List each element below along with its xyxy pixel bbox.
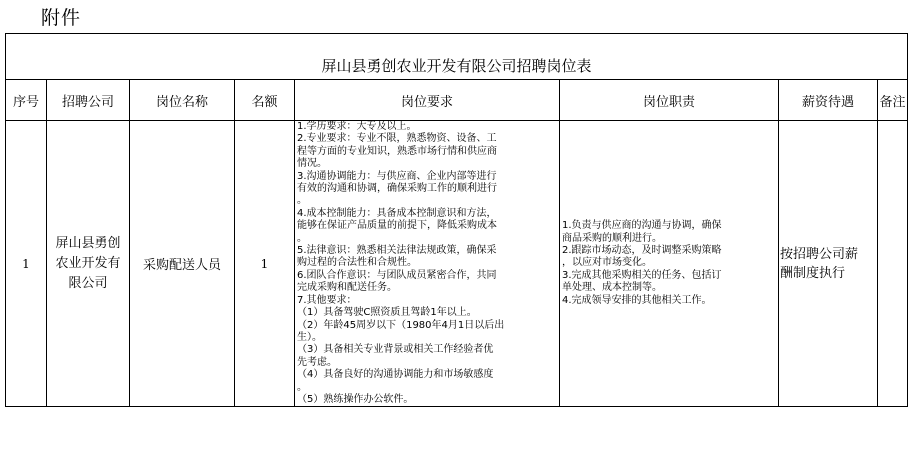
row-requirements bbox=[295, 121, 560, 407]
header-remark: 备注 bbox=[878, 80, 908, 121]
row-duties bbox=[560, 121, 779, 407]
header-salary: 薪资待遇 bbox=[779, 80, 878, 121]
requirement-line: 3.沟通协调能力：与供应商、企业内部等进行 bbox=[297, 170, 497, 182]
duty-line: 2.跟踪市场动态，及时调整采购策略 bbox=[562, 245, 722, 257]
duty-line: 单处理、成本控制等。 bbox=[562, 282, 662, 294]
requirement-line: 生）。 bbox=[297, 331, 322, 343]
requirement-line: （2）年龄45周岁以下（1980年4月1日以后出 bbox=[297, 319, 505, 331]
header-duties: 岗位职责 bbox=[560, 80, 779, 121]
header-position: 岗位名称 bbox=[130, 80, 235, 121]
requirement-line: 。 bbox=[297, 195, 307, 207]
duty-line: 1.负责与供应商的沟通与协调，确保 bbox=[562, 220, 722, 232]
duty-line: ，以应对市场变化。 bbox=[562, 257, 652, 269]
header-index: 序号 bbox=[6, 80, 47, 121]
header-requirements: 岗位要求 bbox=[295, 80, 560, 121]
requirement-line: 4.成本控制能力：具备成本控制意识和方法， bbox=[297, 207, 497, 219]
requirement-line: 2.专业要求：专业不限，熟悉物资、设备、工 bbox=[297, 133, 497, 145]
requirement-line: 完成采购和配送任务。 bbox=[297, 282, 397, 294]
requirement-line: 能够在保证产品质量的前提下，降低采购成本 bbox=[297, 220, 497, 232]
duty-line: 商品采购的顺利进行。 bbox=[562, 232, 662, 244]
requirement-line: 。 bbox=[297, 232, 307, 244]
requirement-line: （5）熟练操作办公软件。 bbox=[297, 393, 414, 405]
table-title: 屏山县勇创农业开发有限公司招聘岗位表 bbox=[6, 34, 908, 80]
company-line: 屏山县勇创 bbox=[55, 235, 121, 251]
requirement-line: 1.学历要求：大专及以上。 bbox=[297, 121, 417, 132]
duty-line: 3.完成其他采购相关的任务、包括订 bbox=[562, 269, 722, 281]
header-company: 招聘公司 bbox=[47, 80, 130, 121]
requirement-line: 先考虑。 bbox=[297, 356, 337, 368]
requirement-line: 。 bbox=[297, 381, 307, 393]
salary-line: 按招聘公司薪 bbox=[780, 246, 859, 262]
title-row bbox=[6, 34, 908, 80]
company-line: 农业开发有 bbox=[55, 255, 121, 271]
recruitment-table bbox=[5, 33, 908, 407]
header-row bbox=[6, 80, 908, 121]
attachment-label: 附件 bbox=[41, 7, 82, 29]
row-position: 采购配送人员 bbox=[130, 121, 235, 407]
requirement-line: 6.团队合作意识：与团队成员紧密合作，共同 bbox=[297, 269, 497, 281]
salary-line: 酬制度执行 bbox=[780, 265, 846, 281]
requirement-line: 有效的沟通和协调，确保采购工作的顺利进行 bbox=[297, 183, 497, 195]
requirement-line: （3）具备相关专业背景或相关工作经验者优 bbox=[297, 344, 494, 356]
table-row bbox=[6, 121, 908, 407]
row-salary bbox=[779, 121, 878, 407]
row-remark bbox=[878, 121, 908, 407]
requirement-line: 购过程的合法性和合规性。 bbox=[297, 257, 417, 269]
requirement-line: （1）具备驾驶C照资质且驾龄1年以上。 bbox=[297, 307, 477, 319]
header-quota: 名额 bbox=[235, 80, 295, 121]
duty-line: 4.完成领导安排的其他相关工作。 bbox=[562, 294, 712, 306]
company-line: 限公司 bbox=[68, 275, 108, 291]
requirement-line: 5.法律意识：熟悉相关法律法规政策，确保采 bbox=[297, 245, 497, 257]
row-company bbox=[47, 121, 130, 407]
requirement-line: 程等方面的专业知识，熟悉市场行情和供应商 bbox=[297, 145, 497, 157]
row-quota: 1 bbox=[235, 121, 295, 407]
requirement-line: 7.其他要求： bbox=[297, 294, 357, 306]
row-index: 1 bbox=[6, 121, 47, 407]
requirement-line: 情况。 bbox=[297, 158, 327, 170]
requirement-line: （4）具备良好的沟通协调能力和市场敏感度 bbox=[297, 369, 494, 381]
